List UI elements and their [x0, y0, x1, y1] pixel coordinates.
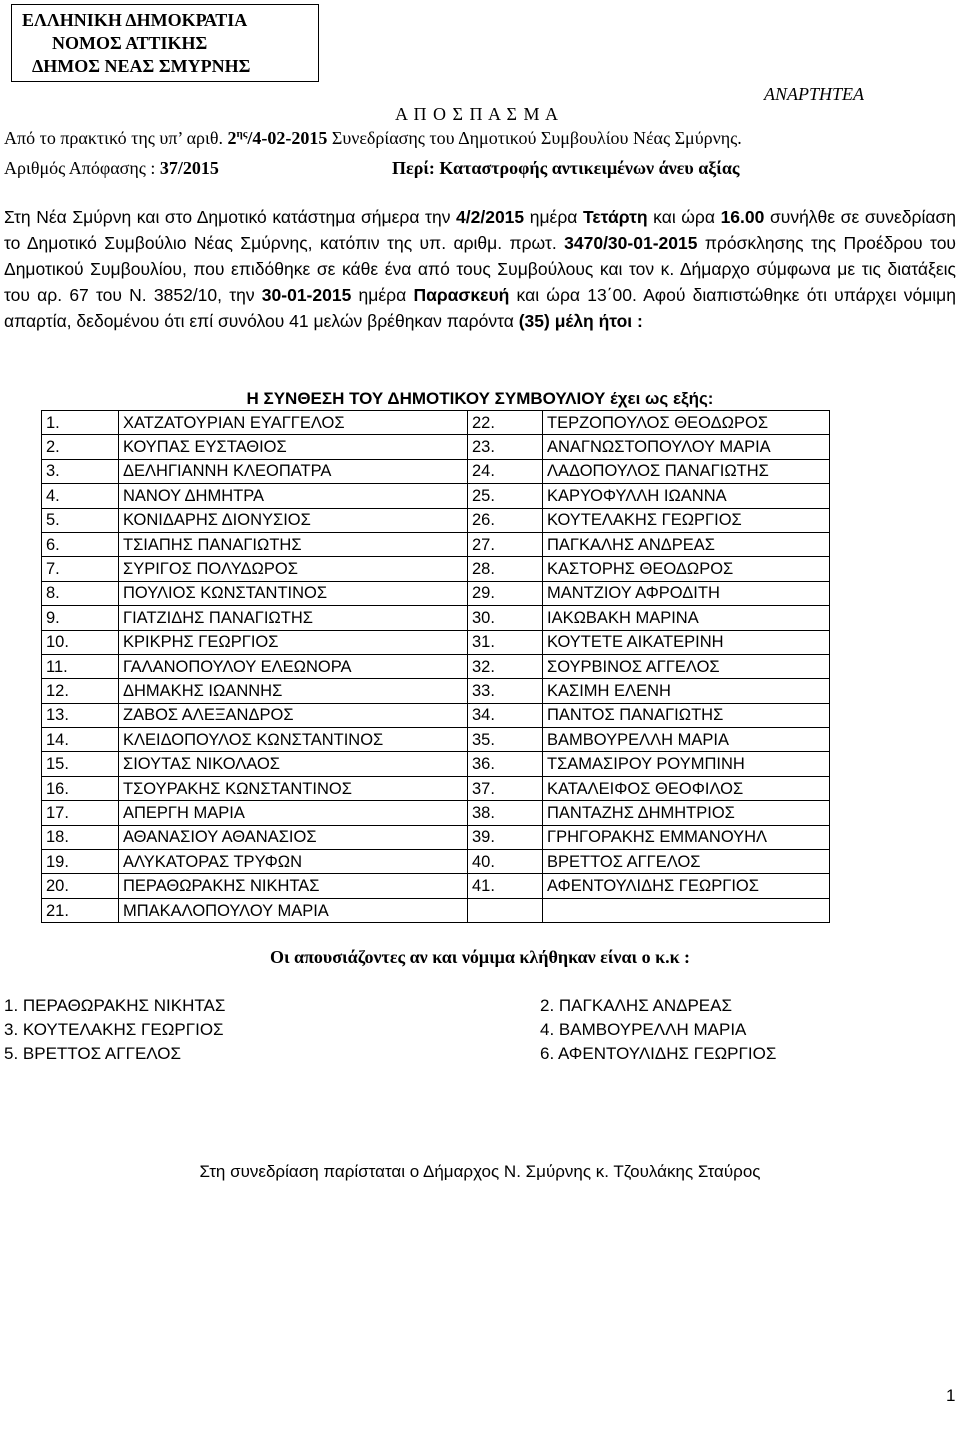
table-row [42, 435, 830, 459]
member-name: ΤΣΟΥΡΑΚΗΣ ΚΩΝΣΤΑΝΤΙΝΟΣ [119, 776, 468, 800]
header-line-municipality: ΔΗΜΟΣ ΝΕΑΣ ΣΜΥΡΝΗΣ [32, 56, 251, 76]
minutes-number: 2 [227, 128, 237, 148]
member-number: 14. [42, 728, 119, 752]
member-number: 15. [42, 752, 119, 776]
absent-member: 2. ΠΑΓΚΑΛΗΣ ΑΝΔΡΕΑΣ [540, 996, 732, 1015]
table-row [42, 484, 830, 508]
table-row [42, 850, 830, 874]
member-number: 37. [468, 776, 543, 800]
member-number: 41. [468, 874, 543, 898]
table-row [42, 557, 830, 581]
member-number: 3. [42, 459, 119, 483]
list-item [4, 1044, 904, 1068]
member-name: ΣΟΥΡΒΙΝΟΣ ΑΓΓΕΛΟΣ [543, 654, 830, 678]
member-number: 4. [42, 484, 119, 508]
table-row [42, 679, 830, 703]
para-text-7: και ώρα 13΄00. Αφού διαπιστώθηκε ότι υπάρχει νόμιμη απαρτία, δεδομένου ότι επί συνόλου 41 μελών βρέθηκαν παρόντα [4, 285, 956, 331]
header-line-republic: ΕΛΛΗΝΙΚΗ ΔΗΜΟΚΡΑΤΙΑ [22, 10, 248, 30]
member-name: ΤΣΙΑΠΗΣ ΠΑΝΑΓΙΩΤΗΣ [119, 532, 468, 556]
member-name: ΒΑΜΒΟΥΡΕΛΛΗ ΜΑΡΙΑ [543, 728, 830, 752]
member-number: 1. [42, 411, 119, 435]
member-name: ΑΛΥΚΑΤΟΡΑΣ ΤΡΥΦΩΝ [119, 850, 468, 874]
minutes-line [4, 128, 742, 149]
table-row [42, 728, 830, 752]
composition-title: Η ΣΥΝΘΕΣΗ ΤΟΥ ΔΗΜΟΤΙΚΟΥ ΣΥΜΒΟΥΛΙΟΥ έχει ως εξής: [246, 389, 714, 408]
invitation-date: 30-01-2015 [261, 285, 352, 305]
member-number: 22. [468, 411, 543, 435]
member-name: ΚΑΡΥΟΦΥΛΛΗ ΙΩΑΝΝΑ [543, 484, 830, 508]
member-name: ΝΑΝΟΥ ΔΗΜΗΤΡΑ [119, 484, 468, 508]
para-text-3: και ώρα [647, 207, 721, 227]
posting-label: ΑΝΑΡΤΗΤΕΑ [764, 84, 865, 104]
member-name: ΠΕΡΑΘΩΡΑΚΗΣ ΝΙΚΗΤΑΣ [119, 874, 468, 898]
member-number: 34. [468, 703, 543, 727]
page-number: 1 [946, 1386, 956, 1405]
mayor-note: Στη συνεδρίαση παρίσταται ο Δήμαρχος Ν. Σμύρνης κ. Τζουλάκης Σταύρος [199, 1162, 761, 1181]
member-name: ΤΕΡΖΟΠΟΥΛΟΣ ΘΕΟΔΩΡΟΣ [543, 411, 830, 435]
absent-member: 5. ΒΡΕΤΤΟΣ ΑΓΓΕΛΟΣ [4, 1044, 182, 1063]
member-name: ΚΟΥΤΕΤΕ ΑΙΚΑΤΕΡΙΝΗ [543, 630, 830, 654]
member-name [543, 898, 830, 922]
member-number: 11. [42, 654, 119, 678]
table-row [42, 630, 830, 654]
member-number: 9. [42, 606, 119, 630]
session-day: Τετάρτη [582, 207, 648, 227]
member-name: ΖΑΒΟΣ ΑΛΕΞΑΝΔΡΟΣ [119, 703, 468, 727]
member-name: ΚΟΝΙΔΑΡΗΣ ΔΙΟΝΥΣΙΟΣ [119, 508, 468, 532]
member-number: 25. [468, 484, 543, 508]
table-row [42, 606, 830, 630]
table-row [42, 532, 830, 556]
header-box [11, 4, 319, 82]
table-row [42, 654, 830, 678]
member-name: ΒΡΕΤΤΟΣ ΑΓΓΕΛΟΣ [543, 850, 830, 874]
member-name: ΑΘΑΝΑΣΙΟΥ ΑΘΑΝΑΣΙΟΣ [119, 825, 468, 849]
member-name: ΑΠΕΡΓΗ ΜΑΡΙΑ [119, 801, 468, 825]
member-number: 33. [468, 679, 543, 703]
member-number: 23. [468, 435, 543, 459]
absent-member: 1. ΠΕΡΑΘΩΡΑΚΗΣ ΝΙΚΗΤΑΣ [4, 996, 226, 1015]
member-name: ΠΟΥΛΙΟΣ ΚΩΝΣΤΑΝΤΙΝΟΣ [119, 581, 468, 605]
table-row [42, 508, 830, 532]
members-table [41, 410, 830, 923]
member-number: 20. [42, 874, 119, 898]
member-number: 17. [42, 801, 119, 825]
table-row [42, 825, 830, 849]
member-name: ΚΟΥΤΕΛΑΚΗΣ ΓΕΩΡΓΙΟΣ [543, 508, 830, 532]
member-number: 24. [468, 459, 543, 483]
member-number: 32. [468, 654, 543, 678]
member-name: ΠΑΝΤΟΣ ΠΑΝΑΓΙΩΤΗΣ [543, 703, 830, 727]
table-row [42, 801, 830, 825]
member-number: 13. [42, 703, 119, 727]
member-name: ΚΛΕΙΔΟΠΟΥΛΟΣ ΚΩΝΣΤΑΝΤΙΝΟΣ [119, 728, 468, 752]
member-name: ΑΝΑΓΝΩΣΤΟΠΟΥΛΟΥ ΜΑΡΙΑ [543, 435, 830, 459]
member-name: ΓΡΗΓΟΡΑΚΗΣ ΕΜΜΑΝΟΥΗΛ [543, 825, 830, 849]
absent-list [4, 996, 904, 1068]
member-name: ΓΑΛΑΝΟΠΟΥΛΟΥ ΕΛΕΩΝΟΡΑ [119, 654, 468, 678]
absent-member: 3. ΚΟΥΤΕΛΑΚΗΣ ΓΕΩΡΓΙΟΣ [4, 1020, 224, 1039]
member-number: 30. [468, 606, 543, 630]
member-number: 21. [42, 898, 119, 922]
member-number: 36. [468, 752, 543, 776]
member-name: ΓΙΑΤΖΙΔΗΣ ΠΑΝΑΓΙΩΤΗΣ [119, 606, 468, 630]
table-row [42, 459, 830, 483]
member-name: ΚΟΥΠΑΣ ΕΥΣΤΑΘΙΟΣ [119, 435, 468, 459]
member-name: ΚΑΣΙΜΗ ΕΛΕΝΗ [543, 679, 830, 703]
minutes-prefix: Από το πρακτικό της υπ’ αριθ. [4, 128, 228, 148]
member-number: 31. [468, 630, 543, 654]
protocol-number: 3470/30-01-2015 [564, 233, 698, 253]
member-name: ΔΕΛΗΓΙΑΝΝΗ ΚΛΕΟΠΑΤΡΑ [119, 459, 468, 483]
member-number: 28. [468, 557, 543, 581]
member-name: ΙΑΚΩΒΑΚΗ ΜΑΡΙΝΑ [543, 606, 830, 630]
member-name: ΑΦΕΝΤΟΥΛΙΔΗΣ ΓΕΩΡΓΙΟΣ [543, 874, 830, 898]
absent-title: Οι απουσιάζοντες αν και νόμιμα κλήθηκαν είναι ο κ.κ : [269, 947, 691, 967]
para-text-1: Στη Νέα Σμύρνη και στο Δημοτικό κατάστημα σήμερα την [4, 207, 457, 227]
member-name: ΠΑΓΚΑΛΗΣ ΑΝΔΡΕΑΣ [543, 532, 830, 556]
member-name: ΧΑΤΖΑΤΟΥΡΙΑΝ ΕΥΑΓΓΕΛΟΣ [119, 411, 468, 435]
member-name: ΜΑΝΤΖΙΟΥ ΑΦΡΟΔΙΤΗ [543, 581, 830, 605]
table-row [42, 411, 830, 435]
member-number: 18. [42, 825, 119, 849]
list-item [4, 996, 904, 1020]
member-number: 39. [468, 825, 543, 849]
member-number: 2. [42, 435, 119, 459]
member-name: ΣΥΡΙΓΟΣ ΠΟΛΥΔΩΡΟΣ [119, 557, 468, 581]
member-number: 16. [42, 776, 119, 800]
member-name: ΜΠΑΚΑΛΟΠΟΥΛΟΥ ΜΑΡΙΑ [119, 898, 468, 922]
member-number: 8. [42, 581, 119, 605]
member-name: ΚΑΤΑΛΕΙΦΟΣ ΘΕΟΦΙΛΟΣ [543, 776, 830, 800]
member-name: ΚΑΣΤΟΡΗΣ ΘΕΟΔΩΡΟΣ [543, 557, 830, 581]
member-number: 7. [42, 557, 119, 581]
table-row [42, 581, 830, 605]
table-row [42, 776, 830, 800]
member-name: ΛΑΔΟΠΟΥΛΟΣ ΠΑΝΑΓΙΩΤΗΣ [543, 459, 830, 483]
member-name: ΤΣΑΜΑΣΙΡΟΥ ΡΟΥΜΠΙΝΗ [543, 752, 830, 776]
decision-number: 37/2015 [159, 158, 219, 178]
list-item [4, 1020, 904, 1044]
member-number [468, 898, 543, 922]
table-row [42, 703, 830, 727]
member-number: 40. [468, 850, 543, 874]
para-text-8: μέλη ήτοι : [549, 311, 643, 331]
para-text-2: ημέρα [524, 207, 583, 227]
session-date: 4/2/2015 [456, 207, 525, 227]
minutes-date: /4-02-2015 [247, 128, 328, 148]
decision-label: Αριθμός Απόφασης : [4, 158, 160, 178]
member-number: 5. [42, 508, 119, 532]
member-name: ΣΙΟΥΤΑΣ ΝΙΚΟΛΑΟΣ [119, 752, 468, 776]
session-time: 16.00 [720, 207, 765, 227]
member-number: 35. [468, 728, 543, 752]
table-row [42, 752, 830, 776]
para-text-4: συνήλθε σε συνεδρίαση το Δημοτικό Συμβούλιο Νέας Σμύρνης, κατόπιν της υπ. αριθμ. πρωτ. [4, 207, 956, 253]
minutes-suffix: Συνεδρίασης του Δημοτικού Συμβουλίου Νέας Σμύρνης. [327, 128, 742, 148]
member-number: 29. [468, 581, 543, 605]
table-row [42, 874, 830, 898]
para-text-5: πρόσκλησης της Προέδρου του Δημοτικού Συμβουλίου, που επιδόθηκε σε κάθε ένα από τους Συμβούλους και τον κ. Δήμαρχο σύμφωνα με τις διατάξεις του αρ. 67 του Ν. 3852/10, την [4, 233, 956, 305]
present-count: (35) [518, 311, 550, 331]
minutes-sup: ης [236, 128, 248, 140]
excerpt-title: Α Π Ο Σ Π Α Σ Μ Α [395, 104, 559, 124]
header-line-prefecture: ΝΟΜΟΣ ΑΤΤΙΚΗΣ [52, 33, 208, 53]
para-text-6: ημέρα [351, 285, 414, 305]
member-number: 38. [468, 801, 543, 825]
member-number: 26. [468, 508, 543, 532]
decision-subject: Περί: Καταστροφής αντικειμένων άνευ αξίας [392, 158, 740, 178]
table-row [42, 898, 830, 922]
member-name: ΠΑΝΤΑΖΗΣ ΔΗΜΗΤΡΙΟΣ [543, 801, 830, 825]
member-number: 19. [42, 850, 119, 874]
member-name: ΚΡΙΚΡΗΣ ΓΕΩΡΓΙΟΣ [119, 630, 468, 654]
absent-member: 6. ΑΦΕΝΤΟΥΛΙΔΗΣ ΓΕΩΡΓΙΟΣ [540, 1044, 777, 1063]
absent-member: 4. ΒΑΜΒΟΥΡΕΛΛΗ ΜΑΡΙΑ [540, 1020, 747, 1039]
member-number: 12. [42, 679, 119, 703]
session-paragraph [4, 204, 956, 334]
member-name: ΔΗΜΑΚΗΣ ΙΩΑΝΝΗΣ [119, 679, 468, 703]
member-number: 6. [42, 532, 119, 556]
member-number: 27. [468, 532, 543, 556]
decision-line [4, 158, 740, 179]
member-number: 10. [42, 630, 119, 654]
invitation-day: Παρασκευή [413, 285, 510, 305]
